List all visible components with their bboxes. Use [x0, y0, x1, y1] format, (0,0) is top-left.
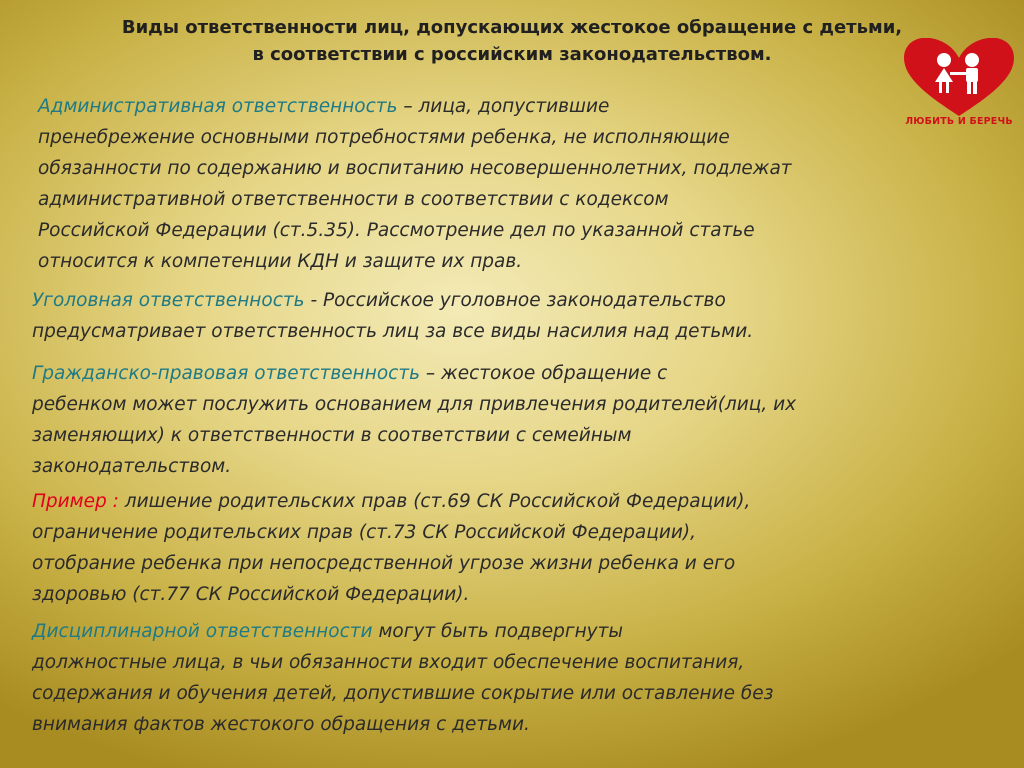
section-disciplinary	[32, 616, 1002, 740]
administrative-line: пренебрежение основными потребностями ребенка, не исполняющие	[38, 127, 730, 148]
disciplinary-line-1	[32, 616, 1002, 647]
civil-text: жестокое обращение с	[441, 363, 668, 384]
criminal-text: Российское уголовное законодательство	[323, 290, 726, 311]
example-line: здоровью (ст.77 СК Российской Федерации).	[32, 584, 470, 605]
section-example	[32, 486, 1002, 610]
administrative-text: лица, допустившие	[418, 96, 610, 117]
example-label: Пример :	[32, 491, 119, 512]
disciplinary-text: могут быть подвергнуты	[372, 621, 624, 642]
disciplinary-line: внимания фактов жестокого обращения с детьми.	[32, 714, 530, 735]
criminal-line-1	[32, 285, 1002, 316]
section-civil	[32, 358, 1002, 482]
slide-title-line-2: в соответствии с российским законодательством.	[252, 44, 772, 65]
slide-title-line-1: Виды ответственности лиц, допускающих жестокое обращение с детьми,	[121, 17, 903, 38]
criminal-separator: -	[304, 290, 323, 311]
administrative-line: относится к компетенции КДН и защите их прав.	[38, 251, 523, 272]
criminal-line: предусматривает ответственность лиц за все виды насилия над детьми.	[32, 321, 754, 342]
administrative-line: административной ответственности в соответствии с кодексом	[38, 189, 669, 210]
civil-line: законодательством.	[32, 456, 232, 477]
criminal-term: Уголовная ответственность	[32, 290, 305, 311]
example-line: отобрание ребенка при непосредственной угрозе жизни ребенка и его	[32, 553, 736, 574]
example-line-1	[32, 486, 1002, 517]
disciplinary-line: содержания и обучения детей, допустившие сокрытие или оставление без	[32, 683, 774, 704]
civil-term: Гражданско-правовая ответственность	[32, 363, 421, 384]
disciplinary-term: Дисциплинарной ответственности	[32, 621, 373, 642]
example-line: ограничение родительских прав (ст.73 СК Российской Федерации),	[32, 522, 696, 543]
section-criminal	[32, 285, 1002, 347]
example-text: лишение родительских прав (ст.69 СК Российской Федерации),	[118, 491, 751, 512]
administrative-separator: –	[397, 96, 419, 117]
slide-title	[0, 14, 1024, 68]
disciplinary-line: должностные лица, в чьи обязанности входит обеспечение воспитания,	[32, 652, 745, 673]
administrative-line: обязанности по содержанию и воспитанию несовершеннолетних, подлежат	[38, 158, 792, 179]
administrative-line-1	[38, 91, 988, 122]
administrative-line: Российской Федерации (ст.5.35). Рассмотрение дел по указанной статье	[38, 220, 755, 241]
civil-line: заменяющих) к ответственности в соответствии с семейным	[32, 425, 632, 446]
logo-caption: ЛЮБИТЬ И БЕРЕЧЬ	[905, 116, 1013, 127]
civil-separator: –	[420, 363, 442, 384]
section-administrative	[38, 91, 988, 277]
civil-line-1	[32, 358, 1002, 389]
administrative-term: Административная ответственность	[38, 96, 398, 117]
civil-line: ребенком может послужить основанием для привлечения родителей(лиц, их	[32, 394, 797, 415]
